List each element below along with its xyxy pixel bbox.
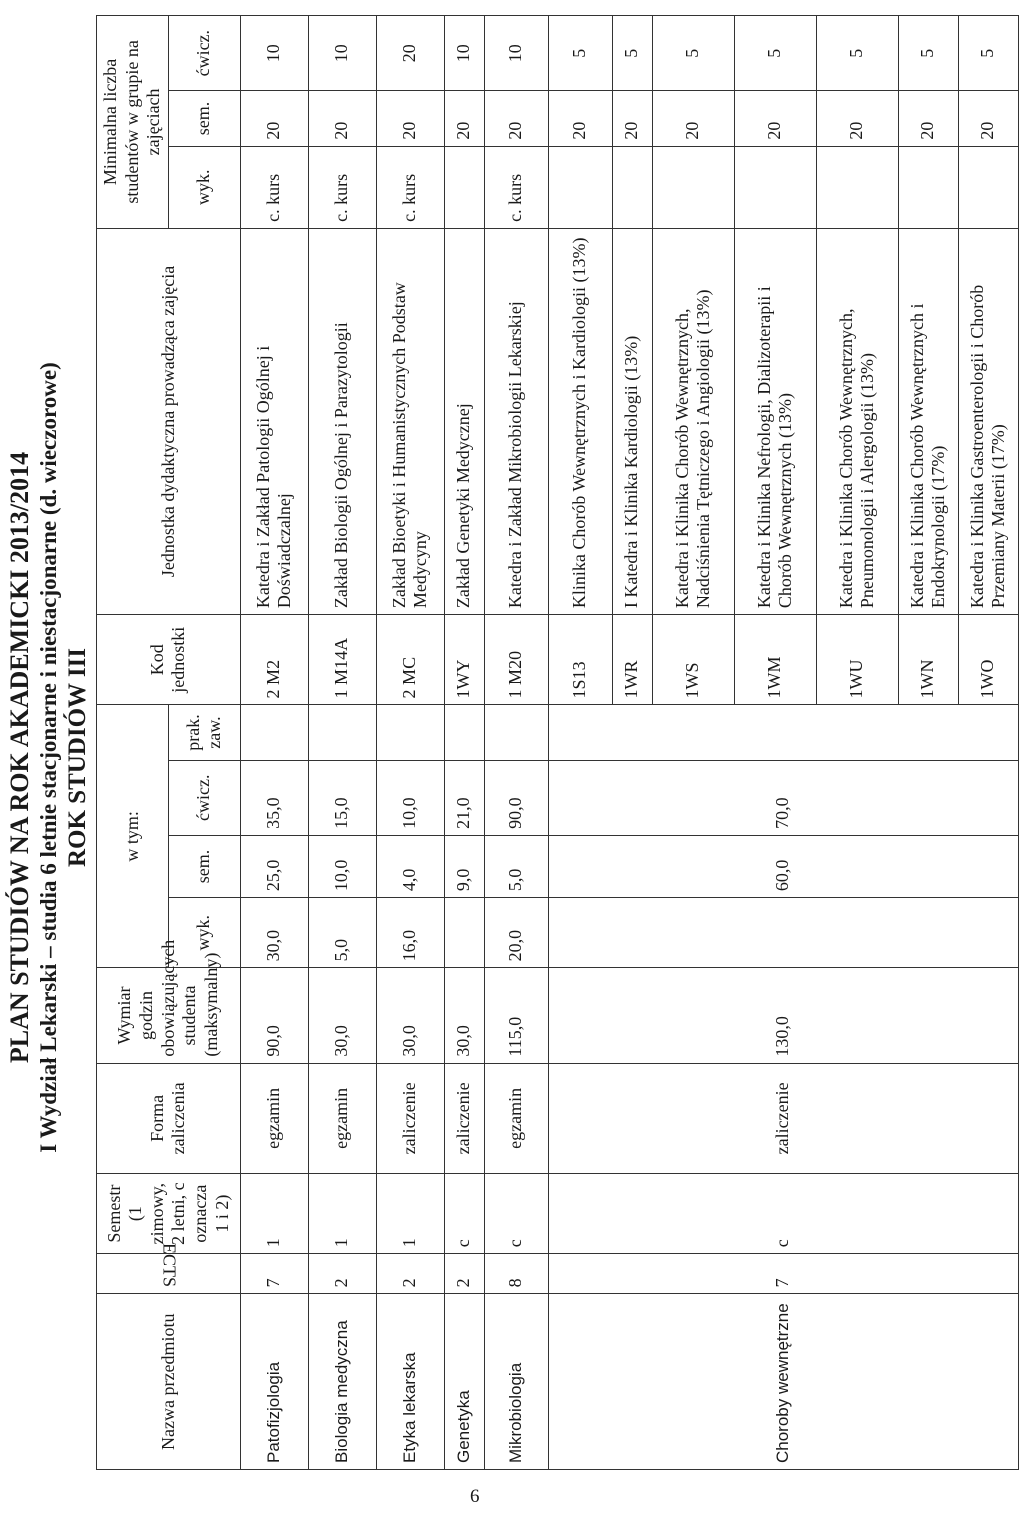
page-number: 6 bbox=[470, 1486, 480, 1507]
unit-code: 1WU bbox=[816, 615, 898, 705]
min-sem: 20 bbox=[898, 91, 958, 146]
min-sem: 20 bbox=[958, 91, 1018, 146]
prak-value bbox=[376, 705, 444, 760]
table-row bbox=[484, 16, 548, 1470]
subject-name: Etyka lekarska bbox=[376, 1294, 444, 1470]
cwicz-value: 35,0 bbox=[240, 760, 308, 835]
prak-value bbox=[484, 705, 548, 760]
ects-value: 7 bbox=[548, 1254, 1018, 1294]
ects-value: 2 bbox=[444, 1254, 484, 1294]
min-cwicz: 5 bbox=[958, 16, 1018, 91]
min-cwicz: 5 bbox=[816, 16, 898, 91]
form-value: egzamin bbox=[308, 1063, 376, 1173]
form-value: egzamin bbox=[484, 1063, 548, 1173]
semester-value: 1 bbox=[308, 1174, 376, 1254]
ects-value: 7 bbox=[240, 1254, 308, 1294]
min-sem: 20 bbox=[548, 91, 612, 146]
min-sem: 20 bbox=[612, 91, 652, 146]
table-row bbox=[548, 16, 612, 1470]
wyk-value bbox=[444, 898, 484, 968]
unit-code: 1S13 bbox=[548, 615, 612, 705]
min-wyk bbox=[816, 146, 898, 228]
unit-code: 1WM bbox=[734, 615, 816, 705]
min-sem: 20 bbox=[652, 91, 734, 146]
hours-value: 115,0 bbox=[484, 968, 548, 1063]
cwicz-value: 90,0 bbox=[484, 760, 548, 835]
cwicz-value: 15,0 bbox=[308, 760, 376, 835]
cwicz-value: 21,0 bbox=[444, 760, 484, 835]
prak-value bbox=[548, 705, 1018, 760]
unit-name: Katedra i Klinika Chorób Wewnętrznych i Endokrynologii (17%) bbox=[898, 228, 958, 614]
header-ects: ECTS bbox=[97, 1254, 241, 1294]
min-cwicz: 5 bbox=[898, 16, 958, 91]
unit-name: Katedra i Klinika Chorób Wewnętrznych, Pneumonologii i Alergologii (13%) bbox=[816, 228, 898, 614]
semester-value: c bbox=[444, 1174, 484, 1254]
wyk-value: 16,0 bbox=[376, 898, 444, 968]
header-min-cwicz: ćwicz. bbox=[168, 16, 240, 91]
header-in-that: w tym: bbox=[97, 705, 169, 968]
unit-code: 1WR bbox=[612, 615, 652, 705]
hours-value: 30,0 bbox=[376, 968, 444, 1063]
wyk-value: 5,0 bbox=[308, 898, 376, 968]
unit-code: 1 M20 bbox=[484, 615, 548, 705]
min-wyk: c. kurs bbox=[376, 146, 444, 228]
unit-name: Zakład Genetyki Medycznej bbox=[444, 228, 484, 614]
min-sem: 20 bbox=[816, 91, 898, 146]
form-value: egzamin bbox=[240, 1063, 308, 1173]
subject-name: Genetyka bbox=[444, 1294, 484, 1470]
page-title: PLAN STUDIÓW NA ROK AKADEMICKI 2013/2014 bbox=[5, 451, 34, 1064]
semester-value: 1 bbox=[376, 1174, 444, 1254]
min-cwicz: 5 bbox=[652, 16, 734, 91]
form-value: zaliczenie bbox=[444, 1063, 484, 1173]
min-wyk bbox=[898, 146, 958, 228]
prak-value bbox=[308, 705, 376, 760]
table-row bbox=[308, 16, 376, 1470]
unit-code: 1WO bbox=[958, 615, 1018, 705]
min-cwicz: 5 bbox=[548, 16, 612, 91]
min-wyk: c. kurs bbox=[308, 146, 376, 228]
hours-value: 130,0 bbox=[548, 968, 1018, 1063]
header-wyk: wyk. bbox=[168, 898, 240, 968]
unit-code: 1WN bbox=[898, 615, 958, 705]
unit-code: 1 M14A bbox=[308, 615, 376, 705]
min-cwicz: 10 bbox=[308, 16, 376, 91]
header-sem: sem. bbox=[168, 835, 240, 897]
header-semester: Semestr (1 zimowy, 2 letni, c oznacza 1 i 2) bbox=[97, 1174, 241, 1254]
sem-value: 25,0 bbox=[240, 835, 308, 897]
unit-name: Zakład Biologii Ogólnej i Parazytologii bbox=[308, 228, 376, 614]
cwicz-value: 70,0 bbox=[548, 760, 1018, 835]
cwicz-value: 10,0 bbox=[376, 760, 444, 835]
min-wyk bbox=[548, 146, 612, 228]
hours-value: 30,0 bbox=[308, 968, 376, 1063]
min-cwicz: 10 bbox=[444, 16, 484, 91]
header-form: Forma zaliczenia bbox=[97, 1063, 241, 1173]
study-plan-table bbox=[96, 15, 1019, 1470]
min-wyk bbox=[734, 146, 816, 228]
min-sem: 20 bbox=[240, 91, 308, 146]
year-title: ROK STUDIÓW III bbox=[64, 647, 91, 868]
semester-value: c bbox=[548, 1174, 1018, 1254]
sem-value: 60,0 bbox=[548, 835, 1018, 897]
min-cwicz: 10 bbox=[484, 16, 548, 91]
min-cwicz: 20 bbox=[376, 16, 444, 91]
min-sem: 20 bbox=[444, 91, 484, 146]
unit-name: Klinika Chorób Wewnętrznych i Kardiologii (13%) bbox=[548, 228, 612, 614]
min-wyk bbox=[652, 146, 734, 228]
header-hours: Wymiar godzin obowiązujących studenta (maksymalny) bbox=[97, 968, 241, 1063]
sem-value: 5,0 bbox=[484, 835, 548, 897]
semester-value: 1 bbox=[240, 1174, 308, 1254]
min-sem: 20 bbox=[734, 91, 816, 146]
subject-name: Mikrobiologia bbox=[484, 1294, 548, 1470]
header-min-wyk: wyk. bbox=[168, 146, 240, 228]
unit-name: Katedra i Klinika Gastroenterologii i Chorób Przemiany Materii (17%) bbox=[958, 228, 1018, 614]
prak-value bbox=[444, 705, 484, 760]
ects-value: 8 bbox=[484, 1254, 548, 1294]
unit-code: 1WS bbox=[652, 615, 734, 705]
min-wyk bbox=[612, 146, 652, 228]
subject-name: Choroby wewnętrzne bbox=[548, 1294, 1018, 1470]
min-sem: 20 bbox=[308, 91, 376, 146]
min-cwicz: 5 bbox=[612, 16, 652, 91]
header-min-sem: sem. bbox=[168, 91, 240, 146]
prak-value bbox=[240, 705, 308, 760]
wyk-value bbox=[548, 898, 1018, 968]
sem-value: 10,0 bbox=[308, 835, 376, 897]
min-wyk bbox=[444, 146, 484, 228]
min-sem: 20 bbox=[484, 91, 548, 146]
wyk-value: 30,0 bbox=[240, 898, 308, 968]
min-wyk: c. kurs bbox=[484, 146, 548, 228]
sem-value: 4,0 bbox=[376, 835, 444, 897]
min-wyk: c. kurs bbox=[240, 146, 308, 228]
min-cwicz: 10 bbox=[240, 16, 308, 91]
header-subject: Nazwa przedmiotu bbox=[97, 1294, 241, 1470]
subject-name: Patofizjologia bbox=[240, 1294, 308, 1470]
form-value: zaliczenie bbox=[376, 1063, 444, 1173]
form-value: zaliczenie bbox=[548, 1063, 1018, 1173]
hours-value: 30,0 bbox=[444, 968, 484, 1063]
page-subtitle: I Wydział Lekarski – studia 6 letnie stacjonarne i niestacjonarne (d. wieczorowe) bbox=[36, 362, 61, 1153]
unit-name: Katedra i Zakład Patologii Ogólnej i Doświadczalnej bbox=[240, 228, 308, 614]
subject-name: Biologia medyczna bbox=[308, 1294, 376, 1470]
ects-value: 2 bbox=[376, 1254, 444, 1294]
unit-code: 1WY bbox=[444, 615, 484, 705]
semester-value: c bbox=[484, 1174, 548, 1254]
unit-code: 2 M2 bbox=[240, 615, 308, 705]
header-code: Kod jednostki bbox=[97, 615, 241, 705]
unit-code: 2 MC bbox=[376, 615, 444, 705]
hours-value: 90,0 bbox=[240, 968, 308, 1063]
table-row bbox=[444, 16, 484, 1470]
unit-name: Katedra i Klinika Chorób Wewnętrznych, Nadciśnienia Tętniczego i Angiologii (13%) bbox=[652, 228, 734, 614]
min-wyk bbox=[958, 146, 1018, 228]
table-row bbox=[376, 16, 444, 1470]
ects-value: 2 bbox=[308, 1254, 376, 1294]
min-cwicz: 5 bbox=[734, 16, 816, 91]
header-unit: Jednostka dydaktyczna prowadząca zajęcia bbox=[97, 228, 241, 614]
wyk-value: 20,0 bbox=[484, 898, 548, 968]
unit-name: Zakład Bioetyki i Humanistycznych Podstaw Medycyny bbox=[376, 228, 444, 614]
unit-name: Katedra i Klinika Nefrologii, Dializoterapii i Chorób Wewnętrznych (13%) bbox=[734, 228, 816, 614]
min-sem: 20 bbox=[376, 91, 444, 146]
table-row bbox=[240, 16, 308, 1470]
header-prak: prak. zaw. bbox=[168, 705, 240, 760]
sem-value: 9,0 bbox=[444, 835, 484, 897]
header-cwicz: ćwicz. bbox=[168, 760, 240, 835]
unit-name: Katedra i Zakład Mikrobiologii Lekarskiej bbox=[484, 228, 548, 614]
header-min-group: Minimalna liczba studentów w grupie na zajęciach bbox=[97, 16, 169, 229]
unit-name: I Katedra i Klinika Kardiologii (13%) bbox=[612, 228, 652, 614]
